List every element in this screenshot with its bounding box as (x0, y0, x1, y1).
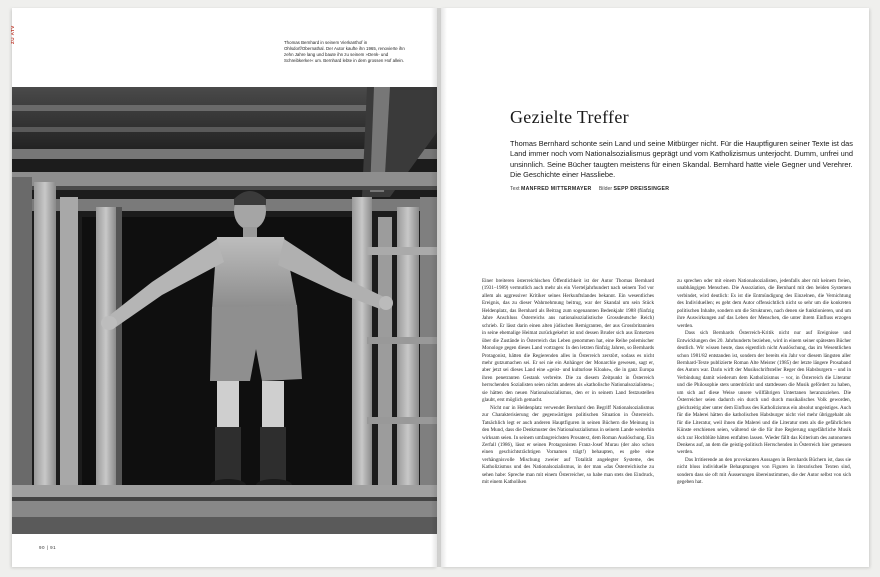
image-credit-label: Bilder (598, 186, 613, 192)
text-credit-author: MANFRED MITTERMAYER (520, 186, 592, 192)
bernhard-photo (12, 87, 437, 534)
body-paragraph: Dass sich Bernhards Österreich-Kritik nicht nur auf Ereignisse und Entwicklungen des 20. Jahrhunderts beziehen, wird in einem seiner spätesten Bücher deutlich. Wir wissen heute, dass eigentlich nicht Auslöschung, das im Wesentlichen schon 1981/82 entstanden ist, sondern der bereits ein Jahr vor diesem längsten aller Bernhard-Texte publizierte Roman Alte Meister (1985) der letzte längere Prosaband des Autors war. Darin wirft der Musikschriftsteller Reger den Habsburgern – und in Verbindung damit wiederum dem Katholizismus – vor, in Österreich die Literatur und die Philosophie stets unterdrückt und stattdessen die Musik gefördert zu haben, um sich auf diese Weise unsere willfährigen Untertanen heranzuziehen. Die Österreicher seien dadurch ein durch und durch musikalisches Volk geworden, gleichzeitig aber unter dem Einfluss des Katholizismus ein absolut ungeistiges. Auch für die Malerei hätten die katholischen Habsburger nicht viel mehr übriggehabt als für die Literatur, weil ihnen die Malerei und die Literatur stets als die gefährlichen Künste erschienen seien, während sie die für ihre Regierung ungefährliche Musik sich zur Hochblüte hätten entfalten lassen. Wieder fällt das Kriterium des autonomen Denkens auf, an dem die geistig-politisch Herrschenden in Österreich hier gemessen werden. (677, 330, 851, 456)
page-folio: 90 | 91 (39, 545, 57, 550)
right-page (441, 8, 869, 567)
body-paragraph: Nicht nur in Heldenplatz verwendet Bernhard den Begriff Nationalsozialismus zur Charakterisierung der gegenwärtigen politischen Situation in Österreich. Tatsächlich legt er auch anderen Hauptfiguren in seinen Büchern die Meinung in den Mund, dass die Denkmuster des Nationalsozialismus in seinem Lande weiterhin wirksam seien. In seinem umfangreichsten Prosatext, dem Roman Auslöschung. Ein Zerfall (1986), lässt er seinen Protagonisten Franz-Josef Murau (der also schon einen geschichtsträchtigen Vornamen trägt!) behaupten, es gebe eine verhängnisvolle Mischung zweier auf Totalität angelegter Systeme, des Katholizismus und des Nationalsozialismus, in der man »das Österreichische zu sehen habe: Spreche man mit einem Österreicher, so habe man stets den Eindruck, mit einem Katholiken (482, 404, 654, 486)
article-credits (510, 186, 669, 192)
body-paragraph: zu sprechen oder mit einem Nationalsozialisten, jedenfalls aber mit keinem freien, unabhängigen Menschen. Die Assoziation, die Bernhard mit den beiden Systemen verbindet, wird deutlich: Es ist die Entmündigung des Einzelnen, die Vernichtung des Individuellen; es geht dem Autor offensichtlich nicht so sehr um die konkreten politischen Inhalte, sondern um die Strukturen, nach denen sie funktionieren, und um ihre Auswirkungen auf das Leben der Menschen, die unter ihrem Einfluss erzogen werden. (677, 278, 851, 329)
left-page (12, 8, 437, 567)
body-paragraph: Das Irritierende an den provokanten Aussagen in Bernhards Büchern ist, dass sie nicht bloss individuelle Behauptungen von Figuren in literarischen Texten sind, sondern dass sie oft mit Äusserungen übereinstimmen, die der Autor selbst von sich gegeben hat. (677, 456, 851, 486)
body-column-2 (677, 278, 851, 487)
image-credit-author: SEPP DREISSINGER (613, 186, 670, 192)
text-credit-label: Text (510, 186, 520, 192)
article-headline: Gezielte Treffer (510, 107, 629, 127)
section-label: ZU ATV (10, 25, 15, 44)
body-paragraph: Einer breiteren österreichischen Öffentlichkeit ist der Autor Thomas Bernhard (1931–1989) vermutlich auch mehr als ein Vierteljahrhundert nach seinem Tod vor allem als aggressiver Kritiker seines Herkunftslandes bekannt. Ein wesentliches Ereignis, das zu dieser Wahrnehmung beitrug, war der Skandal um sein Stück Heldenplatz, das Bernhard als Beitrag zum sogenannten Bedenkjahr 1988 (fünfzig Jahre Anschluss Österreichs ans nationalsozialistische Grossdeutsche Reich) schrieb. Er lässt darin einen alten jüdischen Remigranten, der aus Grossbritannien in seine ehemalige Heimat zurückgekehrt ist und dessen Bruder sich aus Entsetzen über die Zustände in Österreich das Leben genommen hat, eine Reihe polemischer Monologe gegen dieses Land vortragen: In den letzten fünfzig Jahren, so Bernhards Protagonist, hätten die Regierenden alles in Österreich zerstört, sodass es nicht mehr gutzumachen sei. Er sei nie ein Anhänger der Monarchie gewesen, sagt er, aber jetzt sei dieses Land eine »geist- und kulturlose Kloake«, die in ganz Europa ihren penetranten Gestank verbreite. Die zu diesem Zeitpunkt in Österreich herrschenden Sozialisten seien nichts anderes als »katholische Nationalsozialisten«; sie hätten den neuen Nationalsozialismus, den er in seinem Land festzustellen glaubt, erst möglich gemacht. (482, 278, 654, 404)
article-lead: Thomas Bernhard schonte sein Land und seine Mitbürger nicht. Für die Hauptfiguren seiner Texte ist das Land immer noch vom Nationalsozialismus geprägt und vom Katholizismus unterjocht. Dumm, unfrei und unsinnlich. Seine Bücher taugten meistens für einen Skandal. Bernhard hatte viele Gegner und Verehrer. Die Geschichte einer Hassliebe. (510, 139, 854, 179)
body-column-1 (482, 278, 654, 487)
photo-caption: Thomas Bernhard in seinem Vierkanthof in Ohlsdorf/Obernathal. Der Autor kaufte ihn 1965, renovierte ihn zehn Jahre lang und baute ihn zu seinem »Denk- und Schreibkerker« um. Bernhard lebte in dem grossen Hof allein. (284, 40, 405, 63)
